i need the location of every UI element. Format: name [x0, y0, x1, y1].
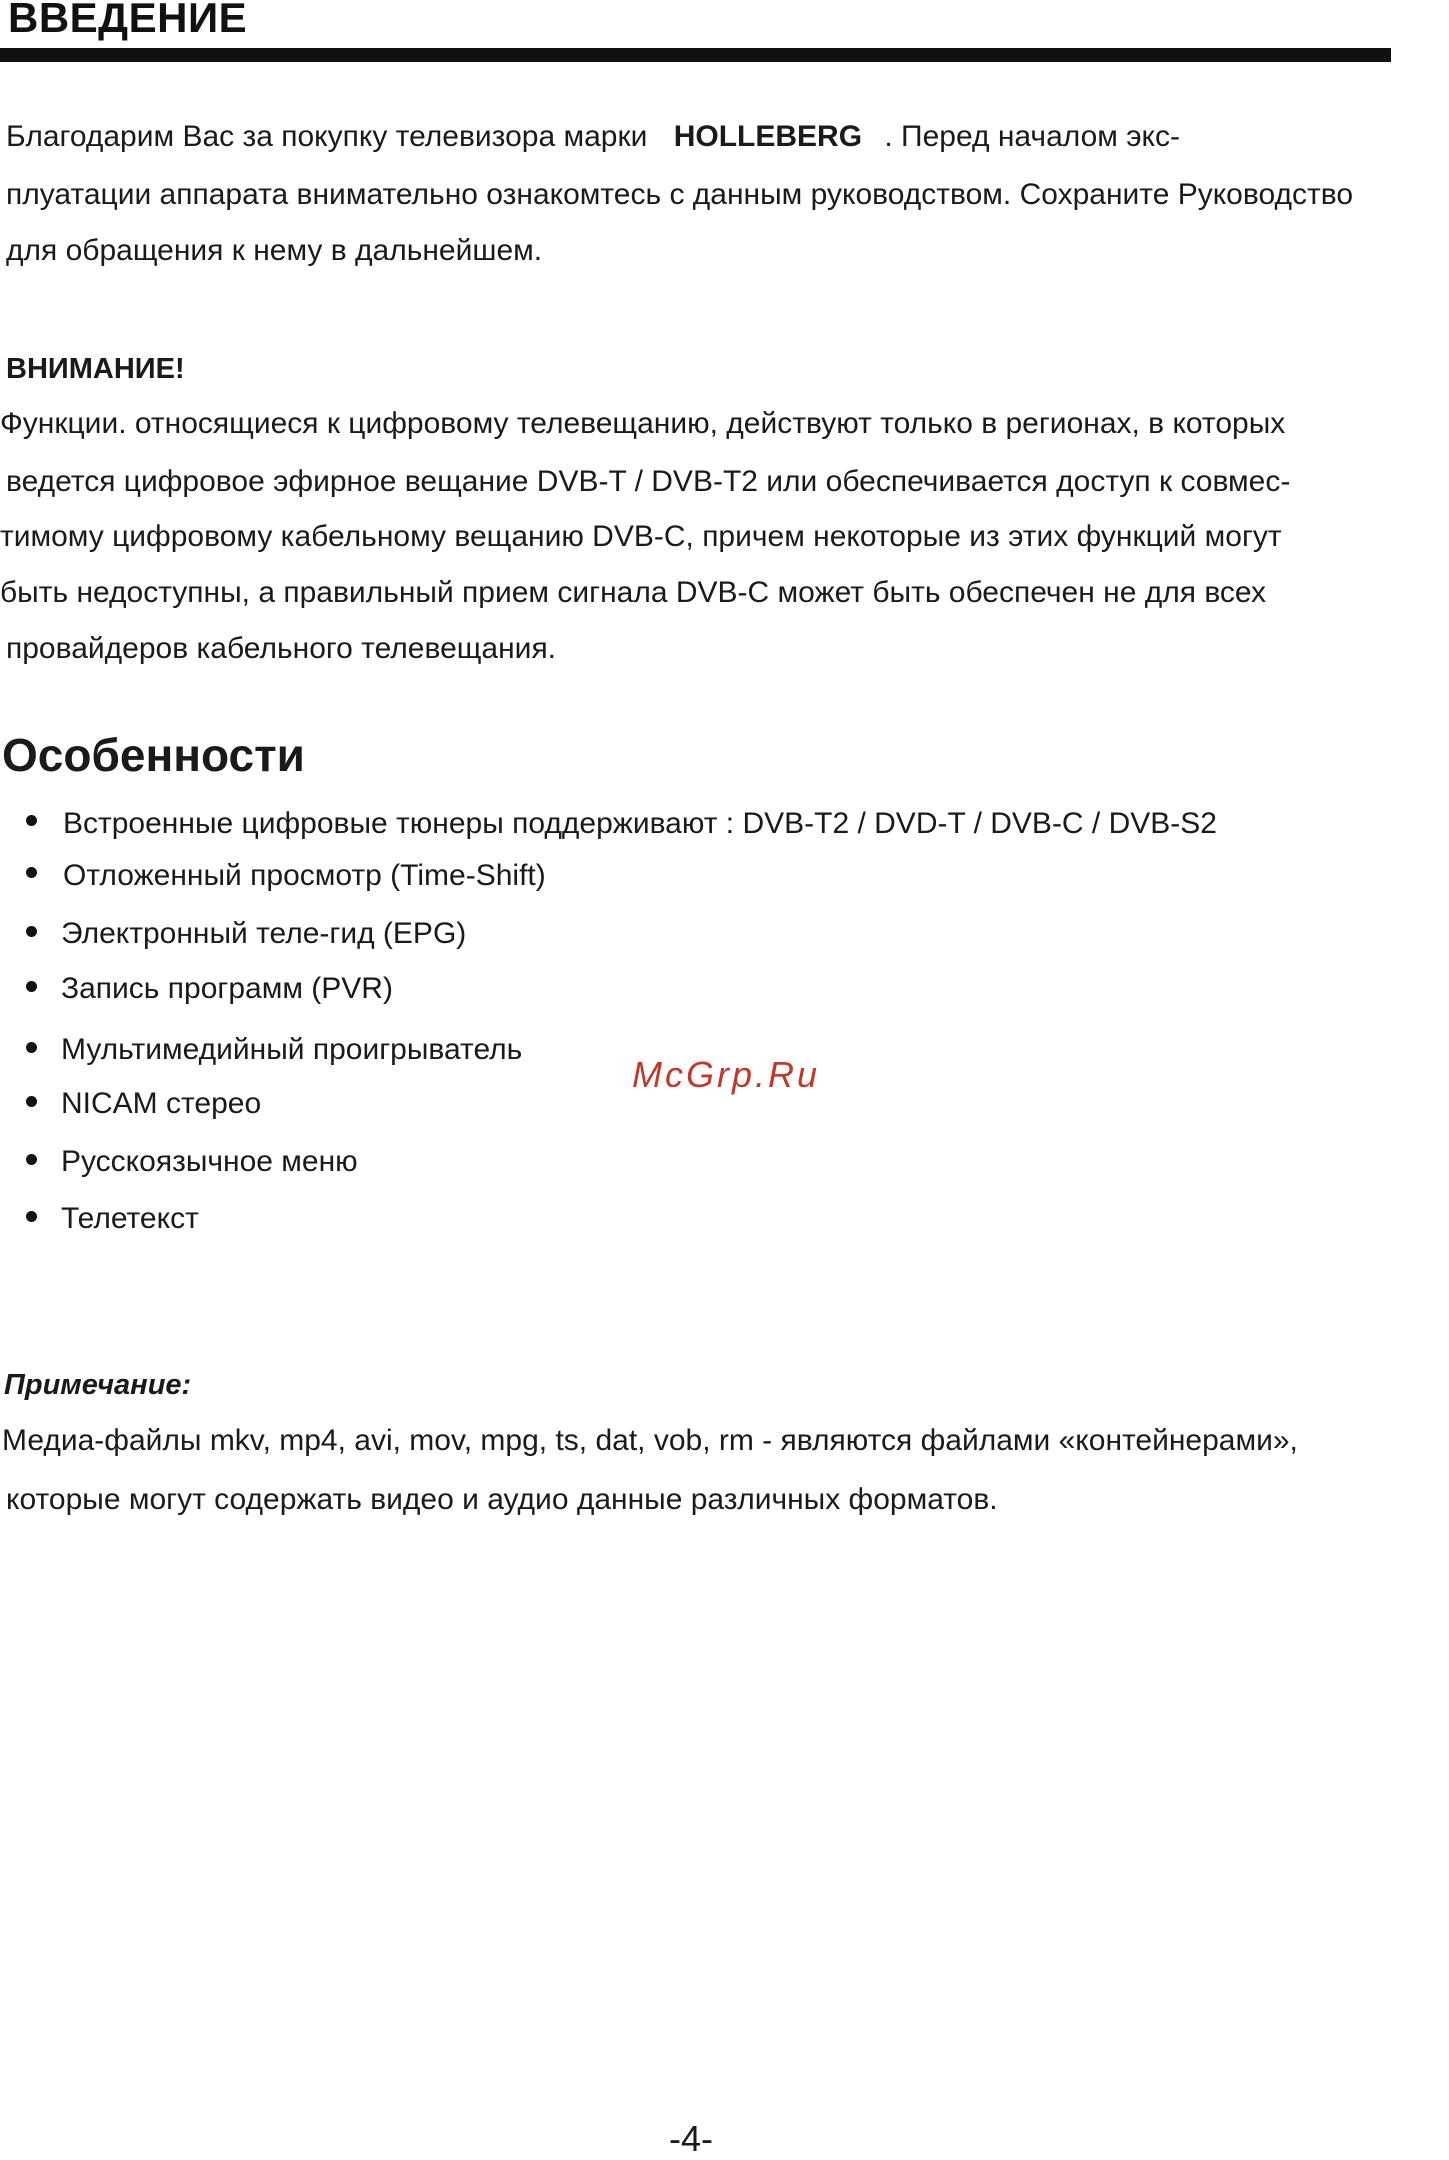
- warning-line: тимому цифровому кабельному вещанию DVB-C, причем некоторые из этих функций могут: [0, 520, 1282, 553]
- warning-line: ведется цифровое эфирное вещание DVB-T / DVB-T2 или обеспечивается доступ к совмес-: [6, 465, 1291, 498]
- warning-heading: ВНИМАНИЕ!: [6, 353, 185, 385]
- intro-line-2: плуатации аппарата внимательно ознакомтесь с данным руководством. Сохраните Руководство: [6, 178, 1354, 211]
- bullet-icon: [26, 1042, 37, 1053]
- watermark: McGrp.Ru: [632, 1054, 821, 1095]
- feature-item: Отложенный просмотр (Time-Shift): [63, 859, 546, 892]
- warning-line: Функции. относящиеся к цифровому телевещанию, действуют только в регионах, в которых: [0, 407, 1286, 440]
- note-heading: Примечание:: [4, 1369, 192, 1401]
- page-title: ВВЕДЕНИЕ: [8, 0, 248, 41]
- bullet-icon: [26, 1211, 37, 1222]
- intro-line-1: [6, 122, 1180, 152]
- warning-line: быть недоступны, а правильный прием сигнала DVB-C может быть обеспечен не для всех: [0, 576, 1266, 609]
- bullet-icon: [26, 1154, 37, 1165]
- intro-text-start: Благодарим Вас за покупку телевизора марки: [6, 120, 648, 153]
- features-heading: Особенности: [2, 729, 305, 781]
- bullet-icon: [26, 867, 37, 878]
- intro-text-end: . Перед началом экс-: [884, 120, 1180, 153]
- page-number: -4-: [669, 2118, 713, 2159]
- bullet-icon: [26, 926, 37, 937]
- feature-item: Электронный теле-гид (EPG): [61, 917, 467, 950]
- note-line-2: которые могут содержать видео и аудио данные различных форматов.: [6, 1483, 998, 1516]
- bullet-icon: [26, 1096, 37, 1107]
- feature-item: Встроенные цифровые тюнеры поддерживают : DVB-T2 / DVD-T / DVB-C / DVB-S2: [63, 807, 1217, 840]
- warning-line: провайдеров кабельного телевещания.: [6, 632, 557, 665]
- bullet-icon: [26, 815, 37, 826]
- title-underline: [0, 48, 1391, 62]
- brand-name: HOLLEBERG: [673, 120, 863, 153]
- feature-item: Запись программ (PVR): [61, 972, 393, 1005]
- feature-item: Русскоязычное меню: [61, 1145, 358, 1178]
- intro-line-3: для обращения к нему в дальнейшем.: [6, 234, 543, 267]
- feature-item: Мультимедийный проигрыватель: [61, 1033, 523, 1066]
- feature-item: NICAM стерео: [61, 1087, 262, 1120]
- note-line-1: Медиа-файлы mkv, mp4, avi, mov, mpg, ts, dat, vob, rm - являются файлами «контейнерами»,: [2, 1424, 1298, 1457]
- bullet-icon: [26, 981, 37, 992]
- feature-item: Телетекст: [61, 1202, 199, 1235]
